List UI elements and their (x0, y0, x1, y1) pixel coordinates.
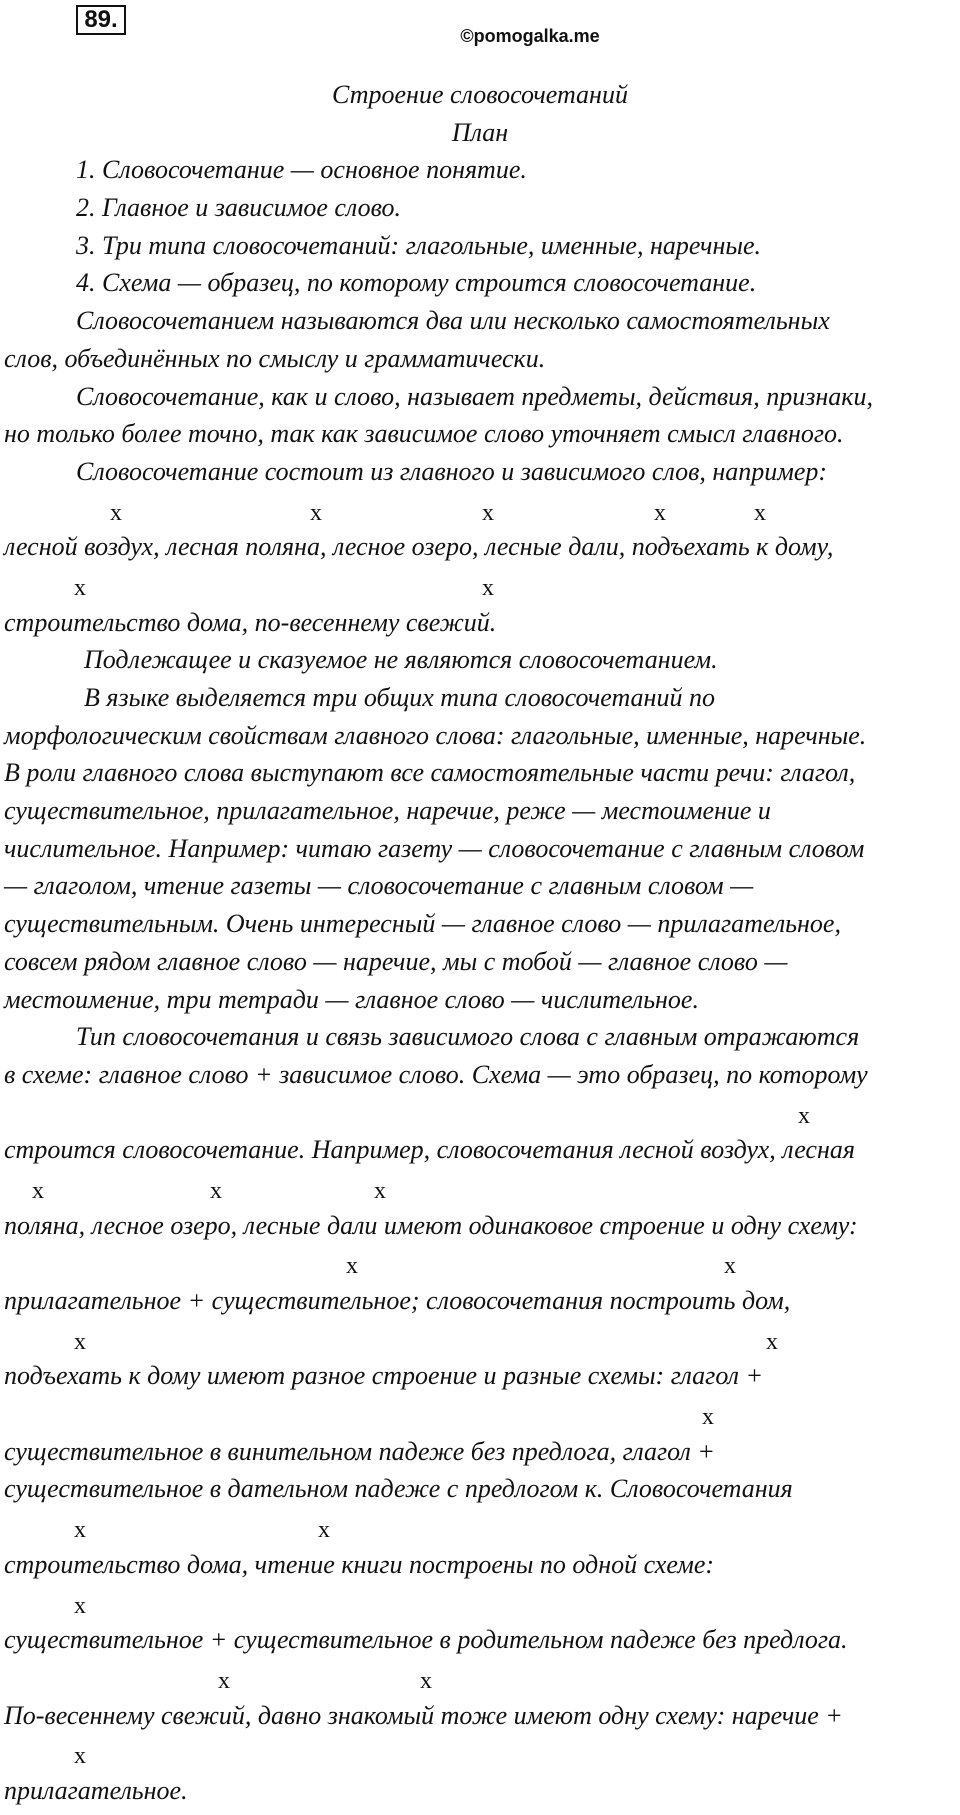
example-line: строительство дома, по-весеннему свежий. (4, 607, 497, 637)
text-line: Тип словосочетания и связь зависимого слова с главным отражаются (76, 1022, 860, 1052)
text-line: существительное в дательном падеже с предлогом к. Словосочетания (4, 1474, 793, 1504)
main-word-marks (0, 1734, 960, 1772)
text-line: Словосочетание, как и слово, называет предметы, действия, признаки, (76, 381, 873, 411)
text-line: числительное. Например: читаю газету — словосочетание с главным словом (4, 833, 865, 863)
text-line: В языке выделяется три общих типа словосочетаний по (84, 683, 715, 712)
main-word-mark: x (766, 1328, 778, 1355)
main-word-mark: x (218, 1667, 230, 1694)
text-line: В роли главного слова выступают все самостоятельные части речи: глагол, (4, 758, 856, 788)
text-line: Словосочетанием называются два или несколько самостоятельных (76, 306, 830, 336)
text-line: По-весеннему свежий, давно знакомый тоже имеют одну схему: наречие + (4, 1700, 843, 1730)
text-line: существительное, прилагательное, наречие, реже — местоимение и (4, 796, 771, 826)
main-word-mark: x (32, 1177, 44, 1204)
main-word-mark: x (702, 1404, 714, 1431)
text-line: существительное + существительное в родительном падеже без предлога. (4, 1625, 848, 1655)
example-line: лесной воздух, лесная поляна, лесное озеро, лесные дали, подъехать к дому, (4, 532, 834, 562)
main-word-mark: x (310, 499, 322, 526)
text-line: в схеме: главное слово + зависимое слово. Схема — это образец, по которому (4, 1059, 868, 1089)
main-word-mark: x (754, 499, 766, 526)
text-line: подъехать к дому имеют разное строение и разные схемы: глагол + (4, 1361, 764, 1391)
main-word-marks (0, 1395, 960, 1433)
document-title: Строение словосочетаний (332, 80, 628, 109)
text-line: прилагательное + существительное; словосочетания построить дом, (4, 1286, 791, 1315)
main-word-marks (0, 1094, 960, 1132)
text-line: Подлежащее и сказуемое не являются словосочетанием. (84, 645, 718, 675)
main-word-mark: x (74, 1328, 86, 1355)
text-line: существительным. Очень интересный — главное слово — прилагательное, (4, 909, 841, 939)
text-line: поляна, лесное озеро, лесные дали имеют одинаковое строение и одну схему: (4, 1210, 858, 1240)
main-word-marks (0, 1320, 960, 1358)
main-word-mark: x (110, 499, 122, 526)
main-word-marks (0, 1659, 960, 1697)
main-word-marks (0, 1508, 960, 1546)
text-line: строится словосочетание. Например, словосочетания лесной воздух, лесная (4, 1135, 855, 1165)
text-line: существительное в винительном падеже без предлога, глагол + (4, 1436, 715, 1466)
main-word-mark: x (74, 1517, 86, 1544)
main-word-marks (0, 1244, 960, 1282)
main-word-mark: x (724, 1253, 736, 1280)
main-word-mark: x (74, 1592, 86, 1619)
text-line: но только более точно, так как зависимое слово уточняет смысл главного. (4, 419, 844, 449)
document-body (0, 76, 960, 1810)
main-word-mark: x (482, 574, 494, 601)
text-line: совсем рядом главное слово — наречие, мы с тобой — главное слово — (4, 946, 788, 976)
text-line: Словосочетание состоит из главного и зависимого слов, например: (76, 456, 828, 486)
text-line: морфологическим свойствам главного слова: глагольные, именные, наречные. (4, 720, 867, 750)
plan-item: 3. Три типа словосочетаний: глагольные, именные, наречные. (76, 230, 761, 260)
main-word-marks (0, 566, 960, 604)
watermark: ©pomogalka.me (460, 26, 600, 46)
main-word-mark: x (318, 1517, 330, 1544)
exercise-number: 89. (76, 5, 126, 35)
main-word-mark: x (210, 1177, 222, 1204)
main-word-mark: x (74, 574, 86, 601)
text-line: строительство дома, чтение книги построены по одной схеме: (4, 1549, 715, 1579)
main-word-mark: x (654, 499, 666, 526)
main-word-mark: x (74, 1743, 86, 1770)
plan-heading: План (451, 117, 509, 147)
text-line: слов, объединённых по смыслу и грамматически. (4, 343, 546, 373)
main-word-mark: x (798, 1102, 810, 1129)
main-word-marks (0, 491, 960, 529)
main-word-mark: x (420, 1667, 432, 1694)
text-line: местоимение, три тетради — главное слово — числительное. (4, 984, 699, 1014)
plan-item: 4. Схема — образец, по которому строится словосочетание. (76, 268, 757, 298)
main-word-mark: x (346, 1253, 358, 1280)
plan-item: 1. Словосочетание — основное понятие. (76, 155, 527, 185)
main-word-marks (0, 1169, 960, 1207)
main-word-mark: x (482, 499, 494, 526)
text-line: прилагательное. (4, 1775, 188, 1805)
text-line: — глаголом, чтение газеты — словосочетание с главным словом — (4, 871, 754, 901)
plan-item: 2. Главное и зависимое слово. (76, 193, 402, 223)
main-word-mark: x (374, 1177, 386, 1204)
main-word-marks (0, 1584, 960, 1622)
